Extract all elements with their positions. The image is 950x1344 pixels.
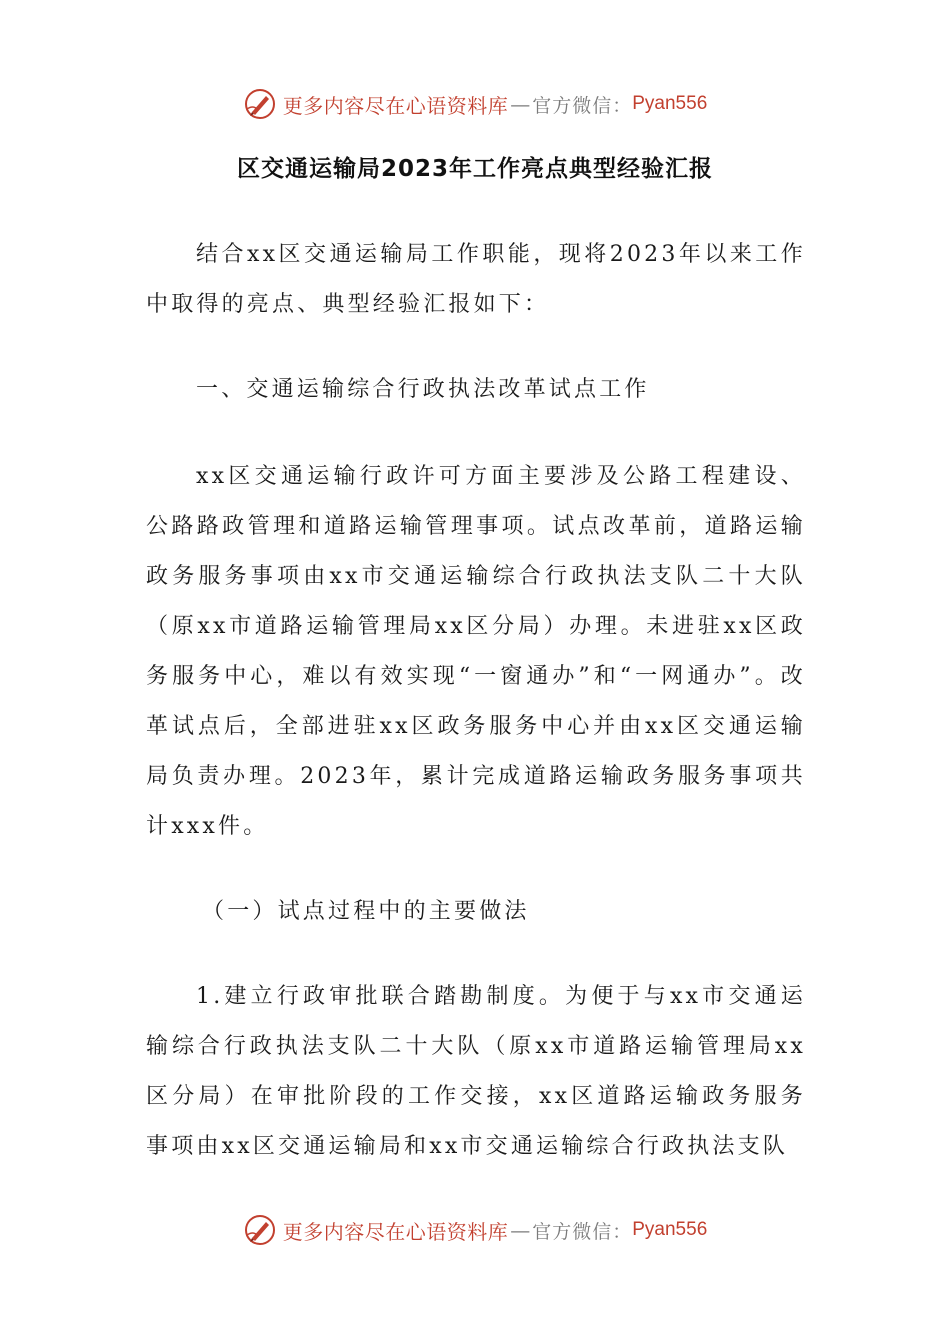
banner-dash: — <box>510 1218 531 1242</box>
banner-dash: — <box>510 92 531 116</box>
header-banner <box>0 84 950 124</box>
pen-logo-icon <box>243 1213 277 1247</box>
footer-banner <box>0 1210 950 1250</box>
wechat-label: 官方微信： <box>532 1220 633 1243</box>
subsection-heading: （一）试点过程中的主要做法 <box>202 899 530 924</box>
document-title: 区交通运输局2023年工作亮点典型经验汇报 <box>236 156 713 182</box>
brand-text: 更多内容尽在心语资料库 <box>282 93 509 118</box>
brand-text: 更多内容尽在心语资料库 <box>282 1219 509 1244</box>
wechat-label: 官方微信： <box>532 94 633 117</box>
wechat-id: Pyan556 <box>632 93 708 114</box>
section-paragraph: xx区交通运输行政许可方面主要涉及公路工程建设、公路路政管理和道路运输管理事项。试点改革前，道路运输政务服务事项由xx市交通运输综合行政执法支队二十大队（原xx市道路运输管理局xx区分局）办理。未进驻xx区政务服务中心，难以有效实现“一窗通办”和“一网通办”。改革试点后，全部进驻xx区政务服务中心并由xx区交通运输局负责办理。2023年，累计完成道路运输政务服务事项共计xxx件。 <box>146 464 806 839</box>
section-heading: 一、交通运输综合行政执法改革试点工作 <box>196 377 650 402</box>
pen-logo-icon <box>243 87 277 121</box>
wechat-id: Pyan556 <box>632 1219 708 1240</box>
numbered-paragraph: 1.建立行政审批联合踏勘制度。为便于与xx市交通运输综合行政执法支队二十大队（原xx市道路运输管理局xx区分局）在审批阶段的工作交接，xx区道路运输政务服务事项由xx区交通运输局和xx市交通运输综合行政执法支队 <box>146 984 806 1159</box>
intro-paragraph: 结合xx区交通运输局工作职能，现将2023年以来工作中取得的亮点、典型经验汇报如下： <box>146 242 806 317</box>
